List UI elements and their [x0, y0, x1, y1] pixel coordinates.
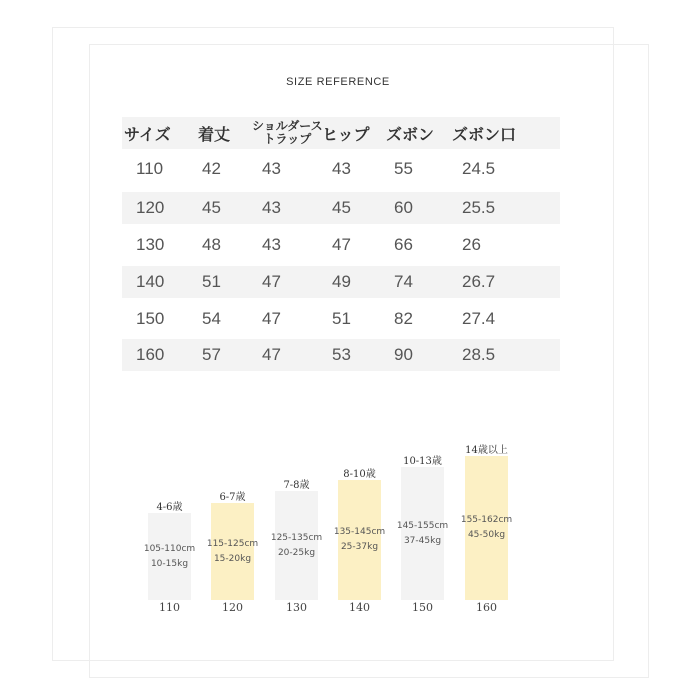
- size-label: 110: [159, 601, 180, 614]
- table-cell: 74: [394, 272, 413, 291]
- age-bar: [396, 467, 449, 600]
- table-cell: 66: [394, 235, 413, 254]
- age-label: 6-7歳: [219, 492, 246, 503]
- table-cell: 150: [136, 309, 165, 328]
- table-cell: 130: [136, 235, 165, 254]
- table-cell: 28.5: [462, 345, 496, 364]
- table-cell: 42: [202, 159, 221, 178]
- table-cell: 45: [202, 198, 221, 217]
- table-cell: 53: [332, 345, 351, 364]
- table-cell: 48: [202, 235, 221, 254]
- table-cell: 43: [332, 159, 351, 178]
- bar-height-range: 105-110cm: [143, 543, 196, 554]
- table-cell: 82: [394, 309, 413, 328]
- bar-height-range: 155-162cm: [460, 515, 513, 525]
- age-label: 10-13歳: [403, 456, 442, 467]
- age-label: 4-6歳: [156, 502, 183, 513]
- table-cell: 26: [462, 235, 481, 254]
- table-cell: 90: [394, 345, 413, 364]
- size-label: 120: [222, 601, 243, 614]
- header-size: サイズ: [124, 124, 171, 144]
- table-cell: 25.5: [462, 198, 496, 217]
- bar-weight-range: 25-37kg: [340, 542, 379, 552]
- age-bar: [333, 480, 386, 600]
- table-cell: 57: [202, 345, 221, 364]
- size-label: 130: [286, 601, 307, 614]
- header-hip: ヒップ: [322, 124, 370, 144]
- age-bar: [270, 491, 323, 600]
- table-cell: 51: [332, 309, 351, 328]
- table-cell: 26.7: [462, 272, 496, 291]
- age-label: 8-10歳: [343, 469, 376, 480]
- header-shoulder-strap-line1: ショルダース: [252, 119, 323, 133]
- table-cell: 60: [394, 198, 413, 217]
- header-pants-opening: ズボン口: [452, 124, 517, 144]
- table-cell: 55: [394, 159, 413, 178]
- table-cell: 54: [202, 309, 221, 328]
- header-shoulder-strap-line2: トラップ: [263, 132, 312, 146]
- bar-weight-range: 15-20kg: [213, 553, 252, 564]
- table-cell: 47: [262, 272, 281, 291]
- bar-height-range: 115-125cm: [206, 538, 259, 549]
- size-label: 160: [476, 601, 497, 614]
- age-bar: [143, 513, 196, 600]
- bar-height-range: 135-145cm: [333, 527, 386, 537]
- table-cell: 27.4: [462, 309, 496, 328]
- table-cell: 45: [332, 198, 351, 217]
- age-label: 7-8歳: [283, 480, 310, 491]
- bar-weight-range: 10-15kg: [150, 558, 189, 569]
- table-cell: 43: [262, 159, 281, 178]
- table-cell: 47: [262, 309, 281, 328]
- age-bar: [460, 456, 513, 600]
- bar-height-range: 125-135cm: [270, 532, 323, 543]
- table-cell: 160: [136, 345, 165, 364]
- age-bar: [206, 503, 259, 600]
- table-cell: 140: [136, 272, 165, 291]
- table-cell: 47: [332, 235, 351, 254]
- page-title: SIZE REFERENCE: [286, 76, 390, 88]
- table-cell: 110: [136, 159, 164, 178]
- bar-weight-range: 45-50kg: [467, 530, 506, 540]
- table-cell: 120: [136, 198, 165, 217]
- size-label: 140: [349, 601, 370, 614]
- header-pants: ズボン: [386, 124, 435, 144]
- header-length: 着丈: [198, 124, 231, 144]
- bar-height-range: 145-155cm: [396, 520, 449, 531]
- bar-weight-range: 20-25kg: [277, 547, 316, 558]
- bar-weight-range: 37-45kg: [403, 535, 442, 546]
- table-cell: 43: [262, 198, 281, 217]
- table-cell: 24.5: [462, 159, 496, 178]
- table-cell: 47: [262, 345, 281, 364]
- table-cell: 51: [202, 272, 221, 291]
- table-cell: 43: [262, 235, 281, 254]
- table-cell: 49: [332, 272, 351, 291]
- age-label: 14歳以上: [465, 445, 508, 456]
- size-label: 150: [412, 601, 433, 614]
